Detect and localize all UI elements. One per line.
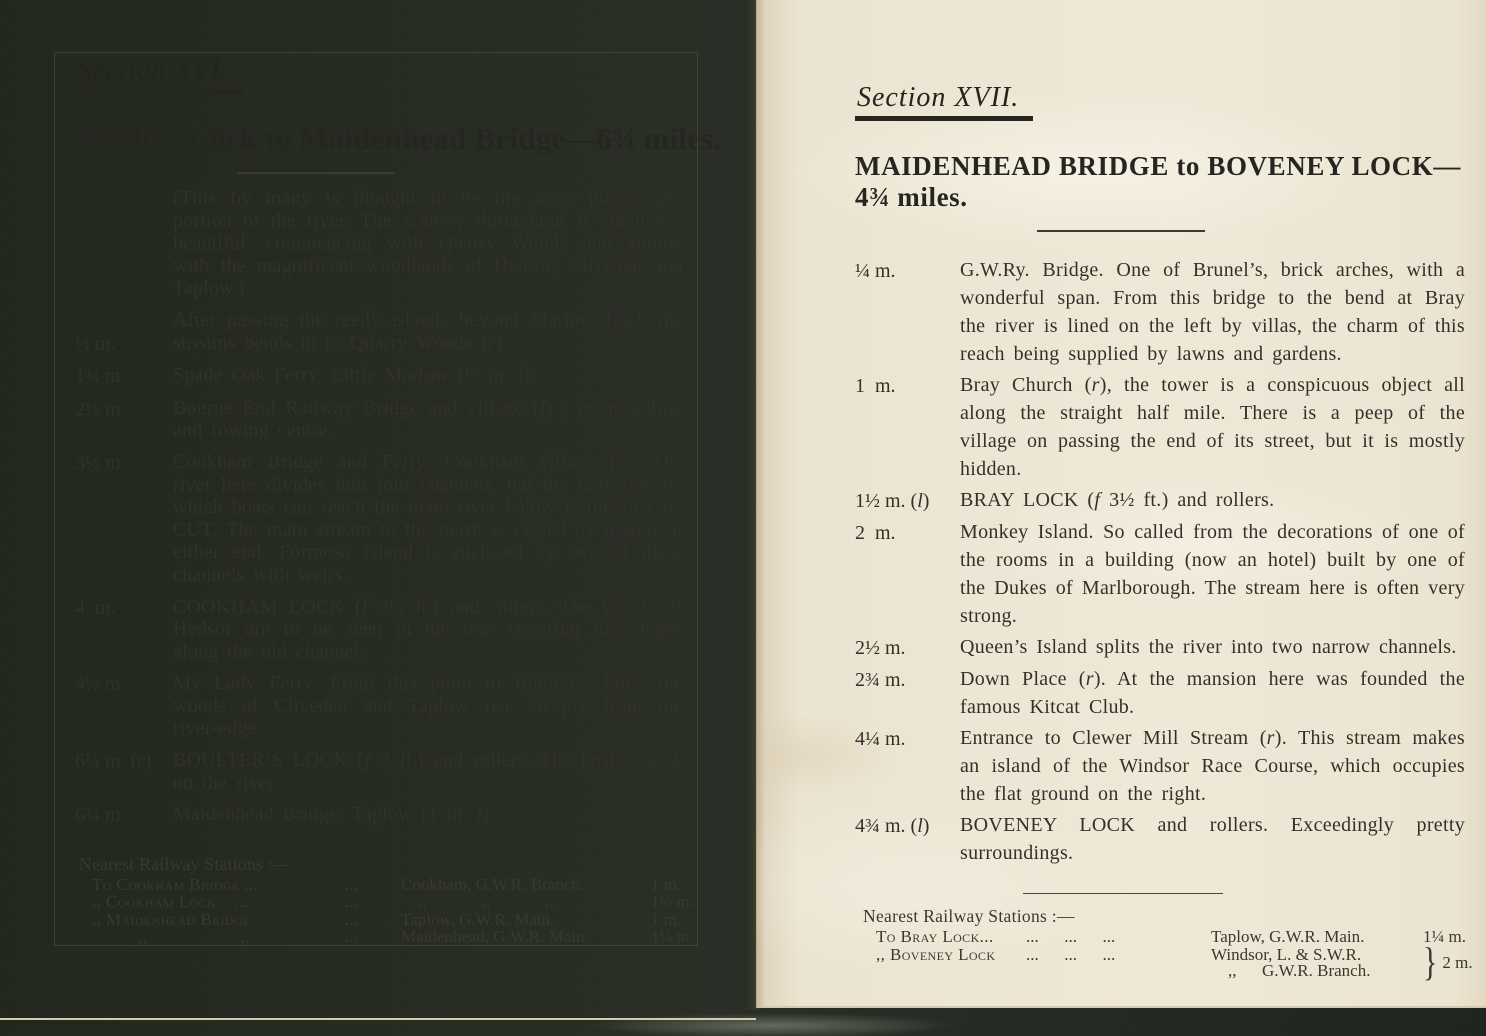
mile-marker: 2¾ m. [855, 669, 906, 691]
route-entry-text: Down Place (r). At the mansion here was founded the famous Kitcat Club. [960, 668, 1465, 718]
route-entry [75, 309, 756, 355]
section-label: Section XVII. [855, 82, 1033, 121]
mile-marker: 3½ m. [75, 451, 126, 474]
route-entries [75, 309, 756, 827]
route-entry-text: Entrance to Clewer Mill Stream (r). This stream makes an island of the Windsor Race Course, which occupies the flat ground on the right. [960, 727, 1465, 805]
station-destination: To Bray Lock... [876, 927, 994, 946]
station-name: Taplow, G.W.R. Main. [401, 909, 555, 929]
mile-marker: 2½ m. [855, 637, 906, 659]
station-distance-value: 1 m. [651, 909, 682, 929]
route-entry-text: Monkey Island. So called from the decorations of one of the rooms in a building (now an hotel) built by one of the Dukes of Marlborough. The stream here is often very strong. [960, 521, 1465, 627]
stations-rule [1023, 893, 1223, 894]
station-row [863, 939, 1473, 985]
section-label-xvi-wrap [75, 55, 756, 94]
station-dots: ... [345, 909, 358, 929]
intro-paragraph: (This by many is thought to be the most picturesque portion of the river. The scenery throughout is singularly beautiful, commencing with Quarry Woods and ending with the magnificent woodlands of Hedsor, Cliveden and Taplow.) [173, 187, 683, 300]
station-distance-value: 1¼ m. [651, 927, 694, 947]
page-title: MAIDENHEAD BRIDGE to BOVENEY LOCK—4¾ miles. [855, 151, 1461, 212]
route-entry-text: Spade Oak Ferry, Little Marlow (½ m. l). [173, 364, 536, 387]
route-entry-text: Queen’s Island splits the river into two narrow channels. [960, 636, 1457, 658]
station-distance-value: 1½ m. [651, 892, 694, 912]
station-row [79, 929, 756, 946]
station-destination: ,, ,, [92, 927, 251, 947]
station-name: Taplow, G.W.R. Main. [1211, 927, 1365, 946]
station-distance [651, 874, 721, 894]
route-entry [855, 724, 1466, 808]
route-entry-text: G.W.Ry. Bridge. One of Brunel’s, brick arches, with a wonderful span. From this bridge to the bend at Bray the river is lined on the left by villas, the charm of this reach being supplied by lawns and gardens. [960, 259, 1465, 365]
stations-block [79, 854, 756, 946]
page-title: Marlow Lock to Maidenhead Bridge—6¾ miles. [75, 121, 722, 156]
route-entry-text: Maidenhead Bridge. Taplow (1 m. l). [173, 803, 495, 826]
stations-heading: Nearest Railway Stations :— [79, 853, 291, 874]
station-name: Windsor, L. & S.W.R. ,, G.W.R. Branch. [1211, 944, 1371, 980]
mile-marker: 2½ m. [75, 397, 126, 420]
route-entry-text: BOVENEY LOCK and rollers. Exceedingly pretty surroundings. [960, 814, 1465, 864]
station-destination: ,, Cookham Lock ... [92, 892, 249, 912]
section-label-xvii-wrap [855, 82, 1466, 121]
station-row [79, 909, 756, 929]
mile-marker: 6¾ m. [75, 804, 126, 827]
route-entry-text: BRAY LOCK (f 3½ ft.) and rollers. [960, 489, 1275, 511]
stations-heading: Nearest Railway Stations :— [863, 906, 1075, 926]
mile-marker: ¼ m. [855, 260, 896, 282]
station-dots: ... ... ... [1026, 944, 1116, 964]
station-distance [651, 929, 721, 946]
route-entry [855, 518, 1466, 630]
station-dots: ... ... ... [1026, 927, 1116, 946]
mile-marker: 2 m. [855, 522, 896, 544]
station-row [79, 894, 756, 911]
station-dots: ... [345, 927, 358, 947]
route-entry-text: My Lady Ferry. From this point to Boulter’s Lock the woods of Cliveden and Taplow rise steeply from the river-edge. [173, 672, 683, 740]
station-distance-value: 1 m. [651, 874, 682, 894]
route-entry [75, 397, 756, 442]
mile-marker: 4¼ m. [855, 728, 906, 750]
mile-marker: 1 m. [855, 375, 896, 397]
station-destination: To Cookham Bridge ... [92, 874, 259, 894]
station-dots: ... [345, 892, 358, 912]
title-rule [1037, 230, 1205, 232]
route-entry [855, 256, 1466, 368]
station-row [863, 929, 1466, 946]
route-entry [75, 451, 756, 587]
station-distance [651, 909, 721, 929]
route-entry [75, 749, 756, 794]
route-entry-text: COOKHAM LOCK (f 3½ ft.) and rollers. The woods of Hedsor are to be seen in the rear covering the slopes along the old channel. [173, 595, 683, 663]
route-entry [855, 633, 1466, 662]
station-destination: ,, Boveney Lock [876, 944, 996, 964]
route-entry-text: Cookham Bridge and Ferry. Cookham village (r). The river here divides into four channels, but the only one by which boats can reach the main river below is the LOCK-CUT. The main stream to the north is closed by a weir at either end. Formosa Island is enclosed by two of these channels with weirs. [173, 450, 683, 586]
station-name: ,, ,, ,, [401, 892, 554, 912]
station-distance [1423, 939, 1486, 985]
route-entry [75, 672, 756, 740]
title-rule [237, 172, 395, 174]
mile-marker: 1¾ m. [75, 365, 126, 388]
station-distance-value: 1¼ m. [1423, 927, 1466, 946]
station-name: Maidenhead, G.W.R. Main. [401, 927, 589, 947]
station-name: Cookham, G.W.R. Branch. [401, 874, 585, 894]
mile-marker: 1½ m. (l) [855, 490, 930, 512]
stations-table [79, 874, 756, 947]
station-destination: ,, Maidenhead Bridge [92, 909, 251, 929]
route-entry-text: Bourne End Railway Bridge and village (l) ; great sailing and rowing centre. [173, 396, 683, 442]
route-entry [855, 486, 1466, 515]
station-distance [651, 894, 721, 911]
mile-marker: 4 m. [75, 596, 116, 619]
mile-marker: 4¾ m. (l) [855, 815, 930, 837]
mile-marker: 4½ m. [75, 673, 126, 696]
route-entry-text: After passing the reedy islands beyond Marlow Lock the streams bends in to Quarry Woods (r). [173, 308, 683, 354]
stations-block [863, 906, 1473, 985]
route-entries [855, 256, 1466, 867]
mile-marker: ½ m. [75, 332, 116, 355]
route-entry [75, 596, 756, 664]
route-entry-text: BOULTER’S LOCK (f 7 ft.) and rollers. The busiest lock on the river. [173, 749, 683, 794]
station-distance-value: 2 m. [1442, 952, 1473, 972]
stations-table [863, 927, 1473, 985]
brace-glyph: } [1423, 939, 1438, 985]
route-entry [855, 811, 1466, 867]
section-label: Section XVI. [75, 55, 243, 94]
right-page [756, 0, 1486, 1008]
route-entry [75, 803, 756, 827]
mile-marker: 6¼ m. (r) [75, 750, 152, 773]
route-entry [855, 665, 1466, 721]
route-entry-text: Bray Church (r), the tower is a conspicuous object all along the straight half mile. There is a peep of the village on passing the end of its street, but it is mostly hidden. [960, 374, 1465, 480]
station-dots: ... [345, 874, 358, 894]
route-entry [855, 371, 1466, 483]
station-row [79, 874, 756, 894]
route-entry [75, 364, 756, 388]
